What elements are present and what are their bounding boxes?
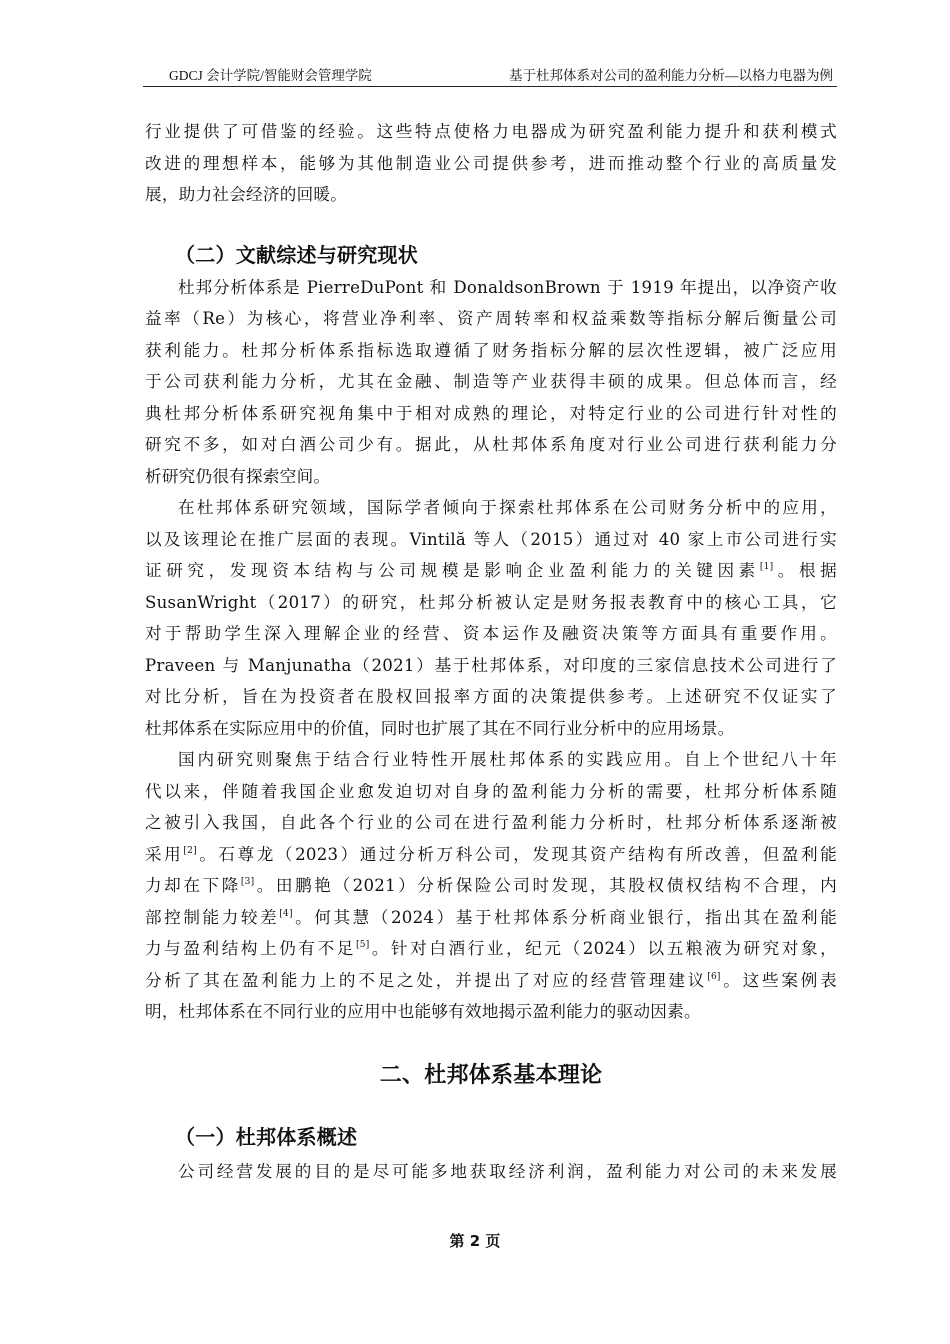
text-line: 在杜邦体系研究领域，国际学者倾向于探索杜邦体系在公司财务分析中的应用， <box>178 498 837 517</box>
text-run: 力与盈利结构上仍有不足 <box>145 939 356 958</box>
text-line: 代以来，伴随着我国企业愈发迫切对自身的盈利能力分析的需要，杜邦分析体系随 <box>145 781 837 801</box>
text-line: 以及该理论在推广层面的表现。Vintilă 等人（2015）通过对 40 家上市公司进行实 <box>145 529 837 549</box>
intro-paragraph <box>145 116 837 211</box>
citation-1: [1] <box>759 562 774 572</box>
citation-2: [2] <box>183 845 197 856</box>
paragraph-dupont-origin <box>145 272 837 493</box>
text-line <box>145 870 837 902</box>
text-line <box>145 839 837 871</box>
text-line: 国内研究则聚焦于结合行业特性开展杜邦体系的实践应用。自上个世纪八十年 <box>178 750 837 769</box>
text-line: 明，杜邦体系在不同行业的应用中也能够有效地揭示盈利能力的驱动因素。 <box>145 1002 701 1021</box>
text-line: 获利能力。杜邦分析体系指标选取遵循了财务指标分解的层次性逻辑，被广泛应用 <box>145 340 837 360</box>
header-left: GDCJ 会计学院/智能财会管理学院 <box>169 68 372 83</box>
citation-3: [3] <box>240 877 255 887</box>
text-line: 杜邦分析体系是 PierreDuPont 和 DonaldsonBrown 于 1919 年提出，以净资产收 <box>178 277 837 297</box>
text-run: 证研究，发现资本结构与公司规模是影响企业盈利能力的关键因素 <box>145 561 760 580</box>
page-body <box>145 116 837 1187</box>
text-run: 部控制能力较差 <box>145 907 280 927</box>
text-line: 展，助力社会经济的回暖。 <box>145 185 348 204</box>
header-right: 基于杜邦体系对公司的盈利能力分析—以格力电器为例 <box>509 68 833 83</box>
text-run: 。何其慧（2024）基于杜邦体系分析商业银行，指出其在盈利能 <box>292 907 838 927</box>
section-heading-literature: （二）文献综述与研究现状 <box>175 242 418 267</box>
citation-5: [5] <box>355 940 370 950</box>
text-line <box>145 965 837 997</box>
text-line: 公司经营发展的目的是尽可能多地获取经济利润，盈利能力对公司的未来发展 <box>178 1161 837 1181</box>
paragraph-international-research <box>145 492 837 744</box>
citation-4: [4] <box>279 908 293 919</box>
chapter-heading: 二、杜邦体系基本理论 <box>379 1062 603 1088</box>
page-number: 第 2 页 <box>449 1232 501 1250</box>
text-line: Praveen 与 Manjunatha（2021）基于杜邦体系，对印度的三家信息技术公司进行了 <box>145 655 837 675</box>
text-line: 杜邦体系在实际应用中的价值，同时也扩展了其在不同行业分析中的应用场景。 <box>145 718 735 738</box>
text-line: 典杜邦分析体系研究视角集中于相对成熟的理论，对特定行业的公司进行针对性的 <box>145 403 837 423</box>
text-line <box>145 933 837 965</box>
text-run: 。这些案例表 <box>720 970 838 990</box>
text-run: 。针对白酒行业，纪元（2024）以五粮液为研究对象， <box>369 939 838 958</box>
text-line: SusanWright（2017）的研究，杜邦分析被认定是财务报表教育中的核心工具，它 <box>145 592 837 612</box>
paragraph-domestic-research <box>145 744 837 1028</box>
text-line <box>145 555 837 587</box>
text-line: 改进的理想样本，能够为其他制造业公司提供参考，进而推动整个行业的高质量发 <box>145 153 837 173</box>
text-run: 。根据 <box>773 561 837 580</box>
text-line: 对比分析，旨在为投资者在股权回报率方面的决策提供参考。上述研究不仅证实了 <box>145 687 837 706</box>
text-run: 采用 <box>145 844 184 864</box>
citation-6: [6] <box>707 971 721 982</box>
section-heading-overview: （一）杜邦体系概述 <box>175 1124 358 1149</box>
text-line: 益率（Re）为核心，将营业净利率、资产周转率和权益乘数等指标分解后衡量公司 <box>145 309 837 328</box>
text-line: 行业提供了可借鉴的经验。这些特点使格力电器成为研究盈利能力提升和获利模式 <box>145 122 837 141</box>
text-line: 研究不多，如对白酒公司少有。据此，从杜邦体系角度对行业公司进行获利能力分 <box>145 435 837 454</box>
text-run: 分析了其在盈利能力上的不足之处，并提出了对应的经营管理建议 <box>145 970 708 990</box>
text-run: 力却在下降 <box>145 876 241 895</box>
text-line: 之被引入我国，自此各个行业的公司在进行盈利能力分析时，杜邦分析体系逐渐被 <box>145 813 837 832</box>
text-run: 。石尊龙（2023）通过分析万科公司，发现其资产结构有所改善，但盈利能 <box>196 844 837 864</box>
paragraph-overview <box>145 1156 837 1188</box>
text-line: 对于帮助学生深入理解企业的经营、资本运作及融资决策等方面具有重要作用。 <box>145 624 837 643</box>
text-run: 。田鹏艳（2021）分析保险公司时发现，其股权债权结构不合理，内 <box>254 876 838 895</box>
text-line <box>145 902 837 934</box>
text-line: 于公司获利能力分析，尤其在金融、制造等产业获得丰硕的成果。但总体而言，经 <box>145 372 837 391</box>
text-line: 析研究仍很有探索空间。 <box>145 466 331 486</box>
page-header <box>143 64 837 87</box>
